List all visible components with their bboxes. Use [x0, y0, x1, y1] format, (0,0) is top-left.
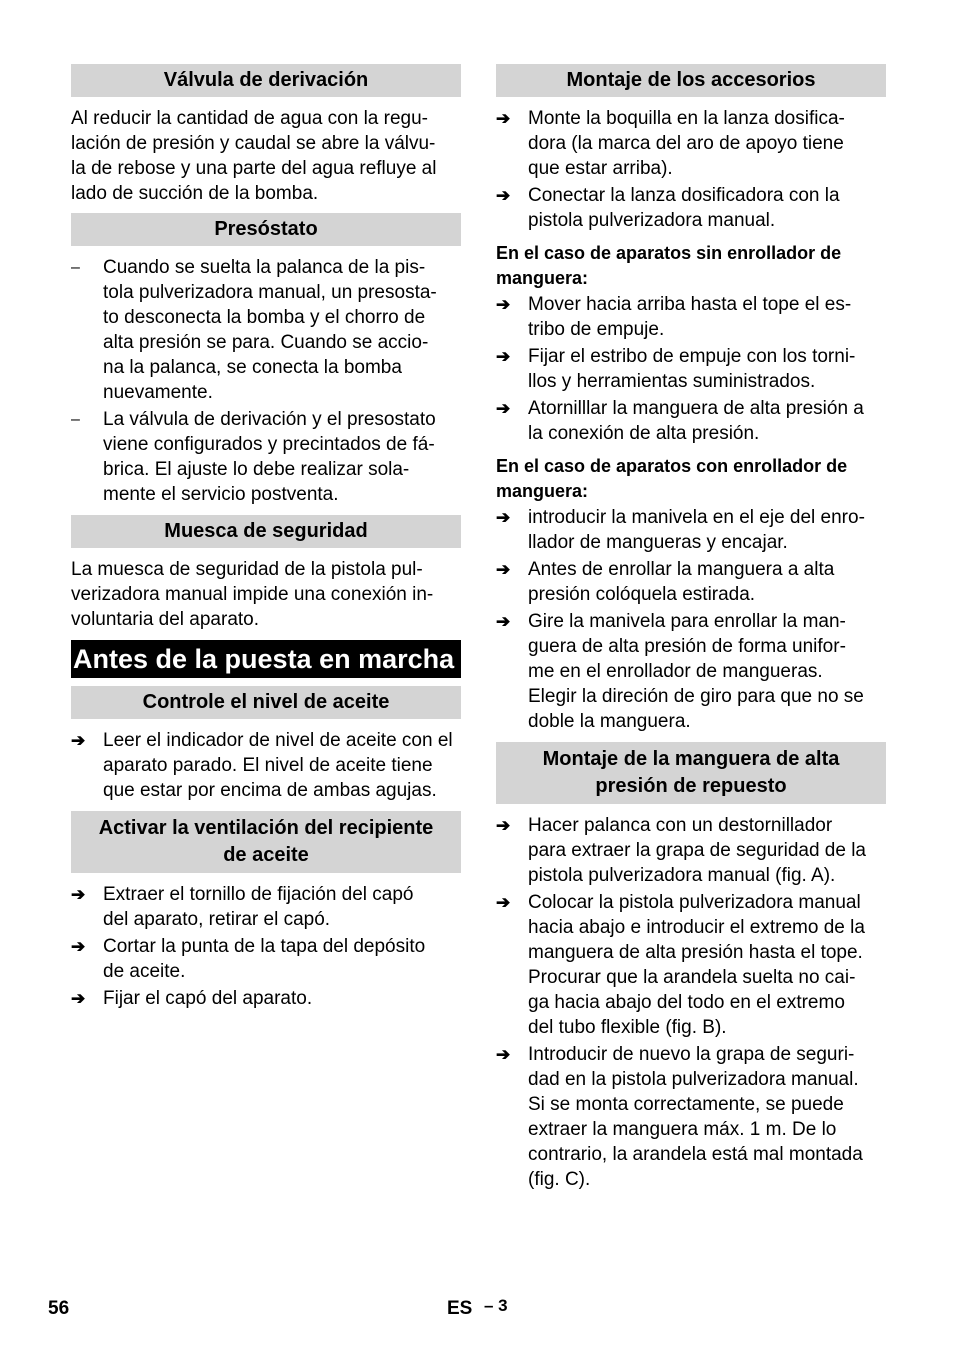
- arrow-right-icon: ➔: [496, 109, 511, 128]
- arrow-right-icon: ➔: [496, 186, 511, 205]
- chapter-heading: Antes de la puesta en marcha: [71, 640, 461, 678]
- dash-icon: –: [71, 411, 80, 428]
- dash-icon: –: [71, 259, 80, 276]
- list-item: ➔ Conectar la lanza dosificadora con la pistola pulverizadora manual.: [496, 185, 840, 231]
- list-item: ➔ introducir la manivela en el eje del enro- llador de mangueras y encajar.: [496, 507, 865, 553]
- list-item: ➔ Atornilllar la manguera de alta presión a la conexión de alta presión.: [496, 398, 864, 444]
- arrow-right-icon: ➔: [496, 347, 511, 366]
- arrow-right-icon: ➔: [496, 1045, 511, 1064]
- list-item: ➔ Mover hacia arriba hasta el tope el es- tribo de empuje.: [496, 294, 852, 340]
- section-heading-bypass-valve: Válvula de derivación: [71, 64, 461, 97]
- section-heading-accessories: Montaje de los accesorios: [496, 64, 886, 97]
- arrow-right-icon: ➔: [496, 893, 511, 912]
- arrow-right-icon: ➔: [496, 612, 511, 631]
- list-item: – La válvula de derivación y el presostato viene configurados y precintados de fá- brica. El ajuste lo debe realizar sola- mente el servicio postventa.: [71, 409, 436, 505]
- arrow-right-icon: ➔: [71, 937, 86, 956]
- arrow-right-icon: ➔: [496, 816, 511, 835]
- section-heading-oil-ventilation: Activar la ventilación del recipiente de aceite: [71, 811, 461, 873]
- arrow-right-icon: ➔: [496, 508, 511, 527]
- list-item: ➔ Leer el indicador de nivel de aceite con el aparato parado. El nivel de aceite tiene que estar por encima de ambas agujas.: [71, 730, 453, 801]
- list-item: ➔ Extraer el tornillo de fijación del capó del aparato, retirar el capó.: [71, 884, 414, 930]
- list-item: – Cuando se suelta la palanca de la pis- tola pulverizadora manual, un presosta- to desconecta la bomba y el chorro de alta presión se para. Cuando se accio- na la palanca, se conecta la bomba nuevamente.: [71, 257, 437, 403]
- section-heading-replacement-hose: Montaje de la manguera de alta presión de repuesto: [496, 742, 886, 804]
- section-heading-pressure-switch: Presóstato: [71, 213, 461, 246]
- arrow-right-icon: ➔: [71, 885, 86, 904]
- list-item: ➔ Fijar el estribo de empuje con los torni- llos y herramientas suministrados.: [496, 346, 856, 392]
- arrow-right-icon: ➔: [71, 989, 86, 1008]
- list-item: ➔ Colocar la pistola pulverizadora manual hacia abajo e introducir el extremo de la manguera de alta presión hasta el tope. Procurar que la arandela suelta no cai- ga hacia abajo del todo en el extremo del tubo flexible (fig. B).: [496, 892, 865, 1038]
- arrow-right-icon: ➔: [496, 399, 511, 418]
- subheading-without-reel: En el caso de aparatos sin enrollador de manguera:: [496, 243, 842, 288]
- left-column: [71, 64, 461, 1013]
- list-item: ➔ Antes de enrollar la manguera a alta presión colóquela estirada.: [496, 559, 835, 605]
- right-column: [496, 64, 886, 1194]
- subheading-with-reel: En el caso de aparatos con enrollador de manguera:: [496, 456, 848, 501]
- list-item: ➔ Monte la boquilla en la lanza dosifica- dora (la marca del aro de apoyo tiene que estar arriba).: [496, 108, 845, 179]
- section-heading-safety-catch: Muesca de seguridad: [71, 515, 461, 548]
- language-code: ES: [447, 1298, 473, 1319]
- list-item: ➔ Fijar el capó del aparato.: [71, 988, 313, 1009]
- bypass-valve-text: Al reducir la cantidad de agua con la regu- lación de presión y caudal se abre la válvu- la de rebose y una parte del agua refluye al lado de succión de la bomba.: [71, 108, 437, 204]
- section-page-number: – 3: [484, 1296, 508, 1315]
- arrow-right-icon: ➔: [496, 560, 511, 579]
- safety-catch-text: La muesca de seguridad de la pistola pul- verizadora manual impide una conexión in- voluntaria del aparato.: [71, 559, 434, 630]
- arrow-right-icon: ➔: [71, 731, 86, 750]
- list-item: ➔ Hacer palanca con un destornillador para extraer la grapa de seguridad de la pistola pulverizadora manual (fig. A).: [496, 815, 867, 886]
- list-item: ➔ Cortar la punta de la tapa del depósito de aceite.: [71, 936, 426, 982]
- list-item: ➔ Gire la manivela para enrollar la man- guera de alta presión de forma unifor- me en el enrollador de mangueras. Elegir la direción de giro para que no se doble la manguera.: [496, 611, 864, 732]
- page-number: 56: [48, 1298, 70, 1319]
- arrow-right-icon: ➔: [496, 295, 511, 314]
- section-heading-oil-level: Controle el nivel de aceite: [71, 686, 461, 719]
- list-item: ➔ Introducir de nuevo la grapa de seguri- dad en la pistola pulverizadora manual. Si se monta correctamente, se puede extraer la manguera máx. 1 m. De lo contrario, la arandela está mal montada (fig. C).: [496, 1044, 863, 1190]
